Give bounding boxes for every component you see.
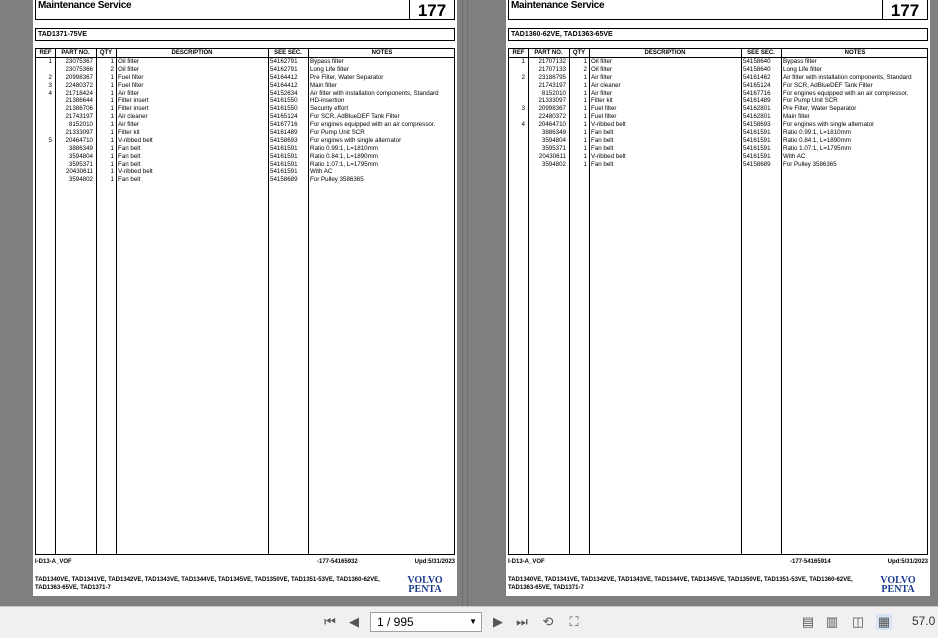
table-row [509, 161, 927, 169]
page-left [33, 0, 457, 596]
notes-cell: Pre Filter, Water Separator [310, 73, 384, 81]
prev-page-icon[interactable]: ◀ [349, 614, 359, 629]
qty-cell: 1 [110, 113, 114, 121]
see-sec-cell: 54164412 [270, 73, 298, 81]
qty-cell: 1 [583, 105, 587, 113]
notes-cell: With AC [310, 168, 333, 176]
part-no-cell: 21743197 [65, 113, 93, 121]
table-row [509, 129, 927, 137]
description-cell: V-ribbed belt [118, 168, 153, 176]
see-sec-cell: 54152634 [270, 89, 298, 97]
notes-cell: Bypass filter [783, 58, 817, 65]
see-sec-cell: 54161591 [270, 168, 298, 176]
qty-cell: 1 [583, 58, 587, 65]
header-part-no: PART NO. [534, 50, 563, 56]
description-cell: Air filter [591, 73, 612, 81]
see-sec-cell: 54162801 [743, 105, 771, 113]
part-no-cell: 21386706 [65, 105, 93, 113]
notes-cell: Long Life filter [783, 65, 822, 73]
description-cell: Fan belt [591, 129, 614, 137]
notes-cell: For SCR, AdBlueDEF Tank Filter [310, 113, 400, 121]
footer-doc-code: I-D13-A_VOF [35, 559, 72, 565]
qty-cell: 1 [583, 73, 587, 81]
see-sec-cell: 54164412 [270, 81, 298, 89]
qty-cell: 1 [110, 129, 114, 137]
footer-update-date: Upd:5/31/2023 [414, 559, 455, 565]
table-row [509, 113, 927, 121]
page-footer [508, 559, 928, 567]
table-body [36, 58, 454, 184]
notes-cell: Main filter [310, 81, 337, 89]
see-sec-cell: 54161462 [743, 73, 771, 81]
part-no-cell: 21707133 [538, 65, 566, 73]
header-notes: NOTES [844, 50, 866, 56]
ref-cell: 3 [48, 81, 52, 89]
header-description: DESCRIPTION [171, 50, 213, 56]
see-sec-cell: 54161591 [743, 129, 771, 137]
table-row [509, 58, 927, 66]
header-qty: QTY [572, 50, 586, 56]
qty-cell: 1 [583, 113, 587, 121]
table-row [509, 82, 927, 90]
notes-cell: Ratio 0.84:1, L=1890mm [783, 136, 851, 144]
volvo-penta-logo: VOLVO PENTA [407, 575, 443, 595]
notes-cell: For SCR, AdBlueDEF Tank Filter [783, 81, 873, 89]
description-cell: Fan belt [591, 136, 614, 144]
qty-cell: 1 [110, 176, 114, 184]
table-row [509, 97, 927, 105]
table-row [36, 176, 454, 184]
table-row [36, 74, 454, 82]
see-sec-cell: 54161550 [270, 105, 298, 113]
ref-cell: 2 [521, 73, 525, 81]
see-sec-cell: 54161550 [270, 97, 298, 105]
see-sec-cell: 54162801 [743, 113, 771, 121]
qty-cell: 1 [583, 121, 587, 129]
table-row [36, 145, 454, 153]
description-cell: Fan belt [118, 160, 141, 168]
notes-cell: For Pump Unit SCR [783, 97, 838, 105]
part-no-cell: 8152010 [541, 89, 566, 97]
description-cell: Oil filter [118, 65, 139, 73]
description-cell: Fuel filter [591, 113, 617, 121]
page-number: 177 [409, 0, 454, 20]
header-description: DESCRIPTION [644, 50, 686, 56]
table-row [36, 66, 454, 74]
rotate-icon[interactable]: ⟲ [542, 614, 554, 629]
qty-cell: 1 [583, 144, 587, 152]
description-cell: Fuel filter [118, 81, 144, 89]
table-row [509, 74, 927, 82]
description-cell: Filter insert [118, 105, 149, 113]
table-row [36, 58, 454, 66]
see-sec-cell: 54161489 [270, 129, 298, 137]
page-right [506, 0, 930, 596]
table-row [36, 129, 454, 137]
qty-cell: 1 [583, 81, 587, 89]
footer-section-id: -177-54165932 [317, 559, 358, 565]
see-sec-cell: 54161591 [270, 160, 298, 168]
viewer-toolbar [0, 606, 938, 638]
notes-cell: Ratio 0.99:1, L=1810mm [310, 144, 378, 152]
notes-cell: Long Life filter [310, 65, 349, 73]
header-see-sec: SEE SEC. [747, 50, 775, 56]
part-no-cell: 20464710 [538, 121, 566, 129]
page-divider [467, 0, 468, 606]
description-cell: Air filter [118, 89, 139, 97]
two-page-continuous-icon[interactable]: ▦ [877, 614, 891, 629]
notes-cell: Ratio 0.84:1, L=1890mm [310, 152, 378, 160]
ref-cell: 5 [48, 136, 52, 144]
ref-cell: 2 [48, 73, 52, 81]
footer-doc-code: I-D13-A_VOF [508, 559, 545, 565]
ref-cell: 4 [48, 89, 52, 97]
part-no-cell: 21333097 [538, 97, 566, 105]
description-cell: Fuel filter [591, 105, 617, 113]
notes-cell: Ratio 1.07:1, L=1795mm [310, 160, 378, 168]
part-no-cell: 3594804 [541, 136, 566, 144]
table-header [36, 49, 454, 58]
qty-cell: 1 [583, 129, 587, 137]
page-divider [462, 0, 463, 606]
page-header [508, 0, 928, 20]
description-cell: Filter kit [118, 129, 140, 137]
see-sec-cell: 54158640 [743, 58, 771, 65]
table-row [509, 90, 927, 98]
description-cell: V-ribbed belt [591, 152, 626, 160]
see-sec-cell: 54162791 [270, 58, 298, 65]
notes-cell: For engines with single alternator [783, 121, 875, 129]
see-sec-cell: 54161591 [743, 136, 771, 144]
see-sec-cell: 54167716 [270, 121, 298, 129]
qty-cell: 1 [110, 89, 114, 97]
see-sec-cell: 54161591 [270, 144, 298, 152]
see-sec-cell: 54162791 [270, 65, 298, 73]
part-no-cell: 3594804 [68, 152, 93, 160]
qty-cell: 1 [110, 136, 114, 144]
two-page-icon[interactable]: ◫ [851, 614, 865, 629]
description-cell: Filter kit [591, 97, 613, 105]
see-sec-cell: 54158689 [270, 176, 298, 184]
ref-cell: 4 [521, 121, 525, 129]
part-no-cell: 21333097 [65, 129, 93, 137]
see-sec-cell: 54161591 [270, 152, 298, 160]
description-cell: Fan belt [118, 176, 141, 184]
see-sec-cell: 54161489 [743, 97, 771, 105]
page-number: 177 [882, 0, 927, 20]
notes-cell: Air filter with installation components, Standard [310, 89, 439, 97]
qty-cell: 1 [110, 121, 114, 129]
qty-cell: 1 [583, 160, 587, 168]
footer-models: TAD1340VE, TAD1341VE, TAD1342VE, TAD1343VE, TAD1344VE, TAD1345VE, TAD1350VE, TAD1351-53VE, TAD1360-62VE, TAD1363-65VE, TAD1371-7 [508, 577, 853, 591]
part-no-cell: 8152010 [68, 121, 93, 129]
table-row [36, 161, 454, 169]
notes-cell: For engines equipped with an air compressor. [310, 121, 436, 129]
header-notes: NOTES [371, 50, 393, 56]
table-row [509, 105, 927, 113]
header-see-sec: SEE SEC. [274, 50, 302, 56]
qty-cell: 1 [110, 73, 114, 81]
table-row [36, 90, 454, 98]
description-cell: Filter insert [118, 97, 149, 105]
table-row [509, 153, 927, 161]
page-header [35, 0, 455, 20]
qty-cell: 1 [110, 105, 114, 113]
model-label: TAD1371-75VE [35, 28, 455, 41]
zoom-level[interactable]: 57.0 [912, 614, 936, 628]
table-row [509, 137, 927, 145]
qty-cell: 1 [583, 97, 587, 105]
part-no-cell: 23186795 [538, 73, 566, 81]
part-no-cell: 20464710 [65, 136, 93, 144]
see-sec-cell: 54167716 [743, 89, 771, 97]
model-label: TAD1360-62VE, TAD1363-65VE [508, 28, 928, 41]
next-page-icon[interactable]: ▶ [493, 614, 503, 629]
qty-cell: 1 [583, 89, 587, 97]
see-sec-cell: 54161591 [743, 152, 771, 160]
footer-update-date: Upd:5/31/2023 [887, 559, 928, 565]
description-cell: V-ribbed belt [591, 121, 626, 129]
notes-cell: Main filter [783, 113, 810, 121]
notes-cell: HD-insertion [310, 97, 345, 105]
description-cell: Oil filter [591, 58, 612, 65]
part-no-cell: 23075367 [65, 58, 93, 65]
table-row [36, 105, 454, 113]
part-no-cell: 20998367 [538, 105, 566, 113]
page-title: Maintenance Service [38, 0, 132, 11]
header-qty: QTY [99, 50, 113, 56]
part-no-cell: 23075366 [65, 65, 93, 73]
parts-table [35, 48, 455, 555]
description-cell: Air cleaner [591, 81, 621, 89]
description-cell: Oil filter [591, 65, 612, 73]
notes-cell: With AC [783, 152, 806, 160]
see-sec-cell: 54161591 [743, 144, 771, 152]
part-no-cell: 21743197 [538, 81, 566, 89]
notes-cell: Air filter with installation components, Standard [783, 73, 912, 81]
chevron-down-icon: ▼ [469, 617, 477, 626]
table-row [36, 113, 454, 121]
description-cell: Fan belt [118, 152, 141, 160]
table-row [509, 66, 927, 74]
qty-cell: 1 [110, 144, 114, 152]
notes-cell: For Pulley 3586365 [783, 160, 837, 168]
part-no-cell: 21718424 [65, 89, 93, 97]
table-row [509, 121, 927, 129]
last-page-icon[interactable]: ⏭ [516, 614, 528, 629]
see-sec-cell: 54158640 [743, 65, 771, 73]
description-cell: Fan belt [591, 160, 614, 168]
description-cell: Fan belt [118, 144, 141, 152]
header-ref: REF [512, 50, 525, 56]
part-no-cell: 3595371 [541, 144, 566, 152]
part-no-cell: 3594802 [541, 160, 566, 168]
ref-cell: 1 [48, 58, 52, 65]
qty-cell: 1 [110, 97, 114, 105]
part-no-cell: 3594802 [68, 176, 93, 184]
scroll-page-icon[interactable]: ▥ [825, 614, 839, 629]
ref-cell: 3 [521, 105, 525, 113]
part-no-cell: 22480372 [65, 81, 93, 89]
footer-models: TAD1340VE, TAD1341VE, TAD1342VE, TAD1343VE, TAD1344VE, TAD1345VE, TAD1350VE, TAD1351-53VE, TAD1360-62VE, TAD1363-65VE, TAD1371-7 [35, 577, 380, 591]
table-body [509, 58, 927, 168]
see-sec-cell: 54165124 [270, 113, 298, 121]
notes-cell: Ratio 0.99:1, L=1810mm [783, 129, 851, 137]
table-row [36, 121, 454, 129]
part-no-cell: 20430611 [65, 168, 93, 176]
notes-cell: For engines with single alternator [310, 136, 402, 144]
qty-cell: 1 [110, 81, 114, 89]
qty-cell: 1 [110, 58, 114, 65]
description-cell: Air filter [118, 121, 139, 129]
table-row [36, 168, 454, 176]
table-header [509, 49, 927, 58]
description-cell: Fan belt [591, 144, 614, 152]
see-sec-cell: 54158693 [270, 136, 298, 144]
qty-cell: 1 [583, 136, 587, 144]
description-cell: Air cleaner [118, 113, 148, 121]
page-footer [35, 559, 455, 567]
page-indicator: 1 / 995 [377, 615, 414, 629]
table-row [36, 137, 454, 145]
part-no-cell: 3595371 [68, 160, 93, 168]
notes-cell: Ratio 1.07:1, L=1795mm [783, 144, 851, 152]
qty-cell: 1 [110, 168, 114, 176]
table-row [509, 145, 927, 153]
description-cell: Air filter [591, 89, 612, 97]
part-no-cell: 20998367 [65, 73, 93, 81]
notes-cell: Security effort [310, 105, 349, 113]
qty-cell: 1 [583, 152, 587, 160]
ref-cell: 1 [521, 58, 525, 65]
qty-cell: 2 [583, 65, 587, 73]
part-no-cell: 21707132 [538, 58, 566, 65]
fit-icon[interactable]: ⛶ [569, 614, 579, 629]
parts-table [508, 48, 928, 555]
notes-cell: For Pump Unit SCR [310, 129, 365, 137]
part-no-cell: 20430611 [538, 152, 566, 160]
header-part-no: PART NO. [61, 50, 90, 56]
header-ref: REF [39, 50, 52, 56]
table-row [36, 82, 454, 90]
notes-cell: For engines equipped with an air compressor. [783, 89, 909, 97]
volvo-penta-logo: VOLVO PENTA [880, 575, 916, 595]
see-sec-cell: 54165124 [743, 81, 771, 89]
see-sec-cell: 54158693 [743, 121, 771, 129]
table-row [36, 97, 454, 105]
part-no-cell: 22480372 [538, 113, 566, 121]
notes-cell: Bypass filter [310, 58, 344, 65]
single-page-icon[interactable]: ▤ [801, 614, 815, 629]
part-no-cell: 3886349 [541, 129, 566, 137]
qty-cell: 1 [110, 152, 114, 160]
see-sec-cell: 54158689 [743, 160, 771, 168]
qty-cell: 2 [110, 65, 114, 73]
description-cell: V-ribbed belt [118, 136, 153, 144]
part-no-cell: 3886349 [68, 144, 93, 152]
part-no-cell: 21386644 [65, 97, 93, 105]
footer-section-id: -177-54165914 [790, 559, 831, 565]
description-cell: Oil filter [118, 58, 139, 65]
table-row [36, 153, 454, 161]
notes-cell: For Pulley 3586365 [310, 176, 364, 184]
qty-cell: 1 [110, 160, 114, 168]
page-title: Maintenance Service [511, 0, 605, 11]
notes-cell: Pre Filter, Water Separator [783, 105, 857, 113]
description-cell: Fuel filter [118, 73, 144, 81]
first-page-icon[interactable]: ⏮ [324, 614, 336, 629]
page-selector[interactable] [370, 612, 482, 632]
